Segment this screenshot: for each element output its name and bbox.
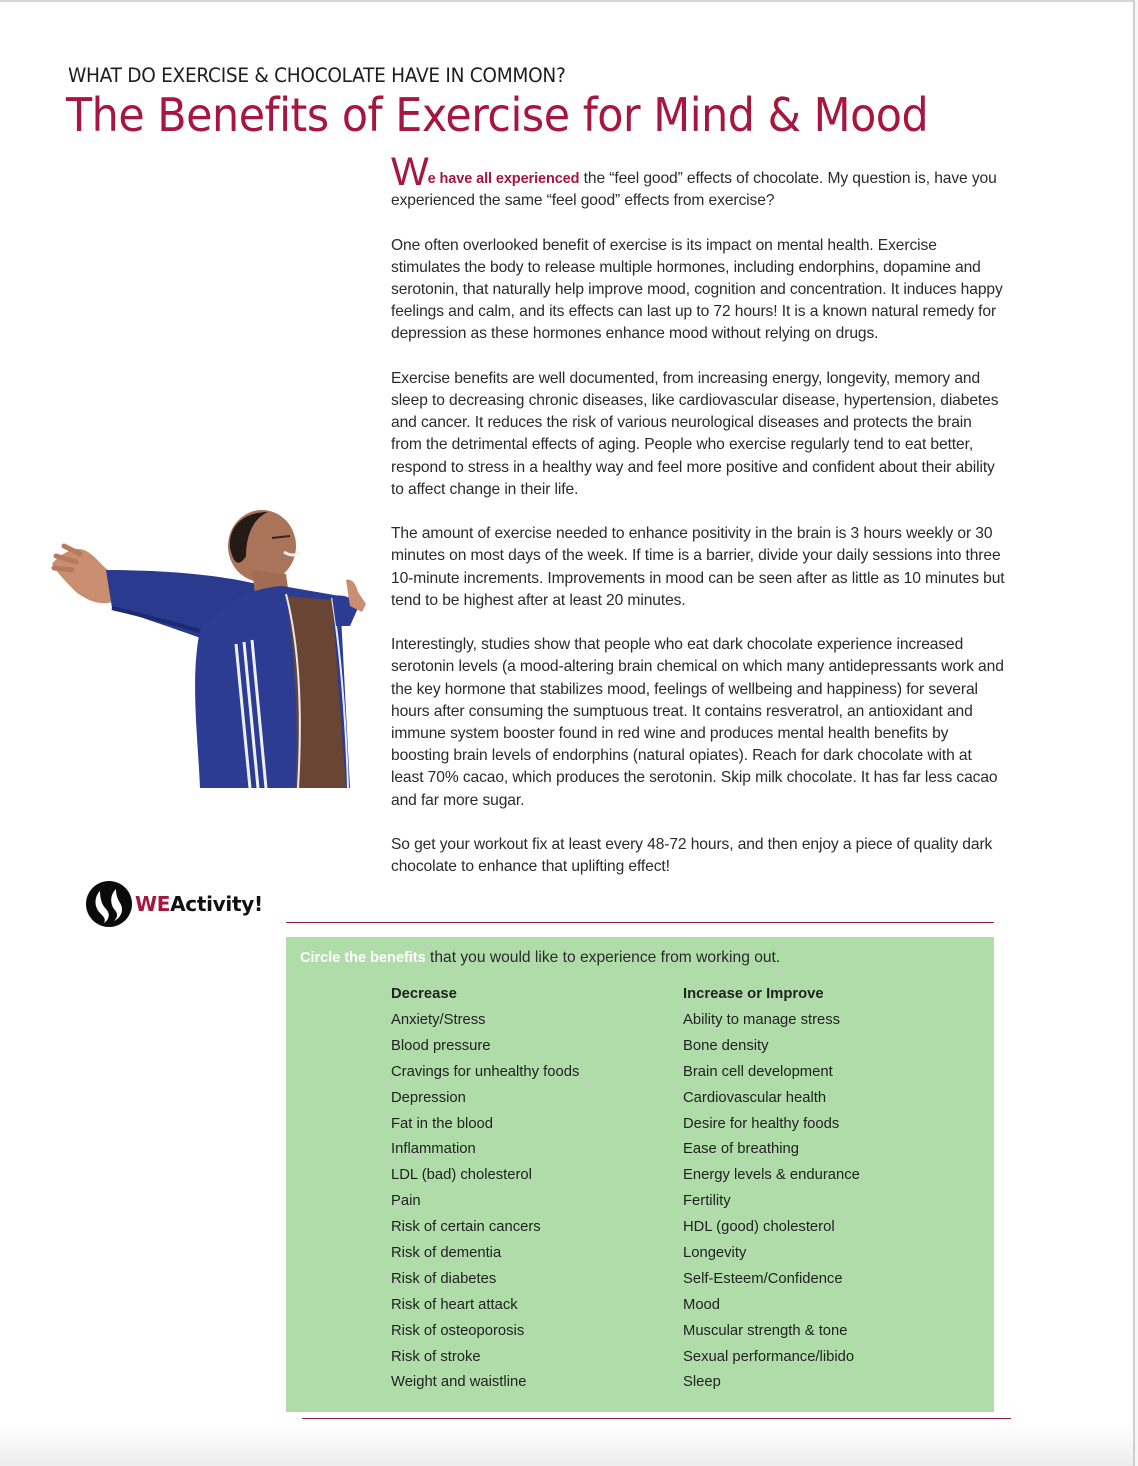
benefit-item[interactable]: Pain [391,1193,421,1210]
increase-column [683,983,860,1397]
benefit-item[interactable]: Risk of certain cancers [391,1219,541,1236]
activity-box [286,937,994,1412]
weactivity-label: WEActivity! [135,892,263,916]
article-paragraph: So get your workout fix at least every 48-72 hours, and then enjoy a piece of quality dark chocolate to enhance that uplifting effect! [391,836,993,876]
article-paragraph: Exercise benefits are well documented, from increasing energy, longevity, memory and sleep to decreasing chronic diseases, like cardiovascular disease, hypertension, diabetes and cancer. It reduces the risk of various neurological diseases and protects the brain from the detrimental effects of aging. People who exercise regularly tend to eat better, respond to stress in a healthy way and feel more positive and confident about their ability to affect change in their life. [391,369,999,498]
lead-in: e have all experienced [427,171,580,187]
page-top-border [0,0,1138,2]
intro-text: the “feel good” effects of chocolate. My question is, have you experienced the same “feel good” effects from exercise? [391,170,997,210]
benefit-item[interactable]: Cravings for unhealthy foods [391,1063,580,1080]
benefit-item[interactable]: Brain cell development [683,1063,833,1080]
benefit-item[interactable]: Anxiety/Stress [391,1012,486,1028]
benefit-item[interactable]: Risk of diabetes [391,1270,497,1287]
benefit-item[interactable]: Blood pressure [391,1037,491,1054]
benefit-item[interactable]: Weight and waistline [391,1374,527,1391]
drop-cap: W [391,150,429,194]
man-arms-outstretched-photo [50,508,366,788]
benefit-item[interactable]: Inflammation [391,1141,476,1158]
article-paragraph: Interestingly, studies show that people who eat dark chocolate experience increased serotonin levels (a mood-altering brain chemical on which many antidepressants work and the key hormone that stabilizes mood, feelings of wellbeing and happiness) for several hours after consuming the sumptuous treat. It contains resveratrol, an antioxidant and immune system booster found in red wine and produces mental health benefits by boosting brain levels of endorphins (natural opiates). Reach for dark chocolate with at least 70% cacao, which produces the serotonin. Skip milk chocolate. It has far less cacao and far more sugar. [391,636,1004,809]
benefit-item[interactable]: Longevity [683,1245,747,1262]
article-paragraph: One often overlooked benefit of exercise is its impact on mental health. Exercise stimulates the body to release multiple hormones, including endorphins, dopamine and serotonin, that naturally help improve mood, cognition and concentration. It induces happy feelings and calm, and its effects can last up to 72 hours! It is a known natural remedy for depression as these hormones enhance mood without relying on drugs. [391,236,1003,343]
benefit-item[interactable]: Sleep [683,1374,721,1391]
divider-top [286,922,994,923]
benefit-item[interactable]: Ease of breathing [683,1141,799,1158]
benefit-item[interactable]: Risk of stroke [391,1348,481,1365]
intro-paragraph [391,150,1006,212]
instruction-text: that you would like to experience from working out. [425,949,781,966]
benefit-item[interactable]: Risk of osteoporosis [391,1322,525,1339]
benefit-item[interactable]: Self-Esteem/Confidence [683,1270,843,1287]
benefit-item[interactable]: Cardiovascular health [683,1089,827,1106]
kicker-heading: WHAT DO EXERCISE & CHOCOLATE HAVE IN COMMON? [68,64,566,87]
benefit-item[interactable]: HDL (good) cholesterol [683,1219,835,1236]
weactivity-logo [86,880,263,928]
benefit-item[interactable]: Muscular strength & tone [683,1322,848,1339]
benefit-item[interactable]: Desire for healthy foods [683,1115,840,1132]
benefit-item[interactable]: Mood [683,1296,721,1313]
benefit-item[interactable]: Fat in the blood [391,1115,494,1132]
divider-bottom [302,1418,1011,1419]
benefit-item[interactable]: Risk of heart attack [391,1296,518,1313]
decrease-heading: Decrease [391,986,457,1002]
article-paragraph: The amount of exercise needed to enhance positivity in the brain is 3 hours weekly or 30 minutes on most days of the week. If time is a barrier, divide your daily sessions into three 10-minute increments. Improvements in mood can be seen after as little as 10 minutes but tend to be highest after at least 20 minutes. [391,525,1005,609]
decrease-column [391,983,579,1397]
page-title: The Benefits of Exercise for Mind & Mood [66,88,929,142]
benefit-item[interactable]: Bone density [683,1037,769,1054]
benefit-item[interactable]: Depression [391,1089,466,1106]
benefit-item[interactable]: Sexual performance/libido [683,1348,855,1365]
increase-heading: Increase or Improve [683,986,824,1002]
activity-instruction [300,949,780,967]
flame-logo-icon [86,881,132,927]
article-body [391,150,1006,901]
benefit-item[interactable]: Fertility [683,1193,731,1210]
benefit-item[interactable]: Energy levels & endurance [683,1167,860,1184]
benefit-item[interactable]: LDL (bad) cholesterol [391,1167,532,1184]
benefit-item[interactable]: Risk of dementia [391,1245,502,1262]
instruction-highlight: Circle the benefits [300,950,426,966]
benefit-item[interactable]: Ability to manage stress [683,1012,841,1028]
